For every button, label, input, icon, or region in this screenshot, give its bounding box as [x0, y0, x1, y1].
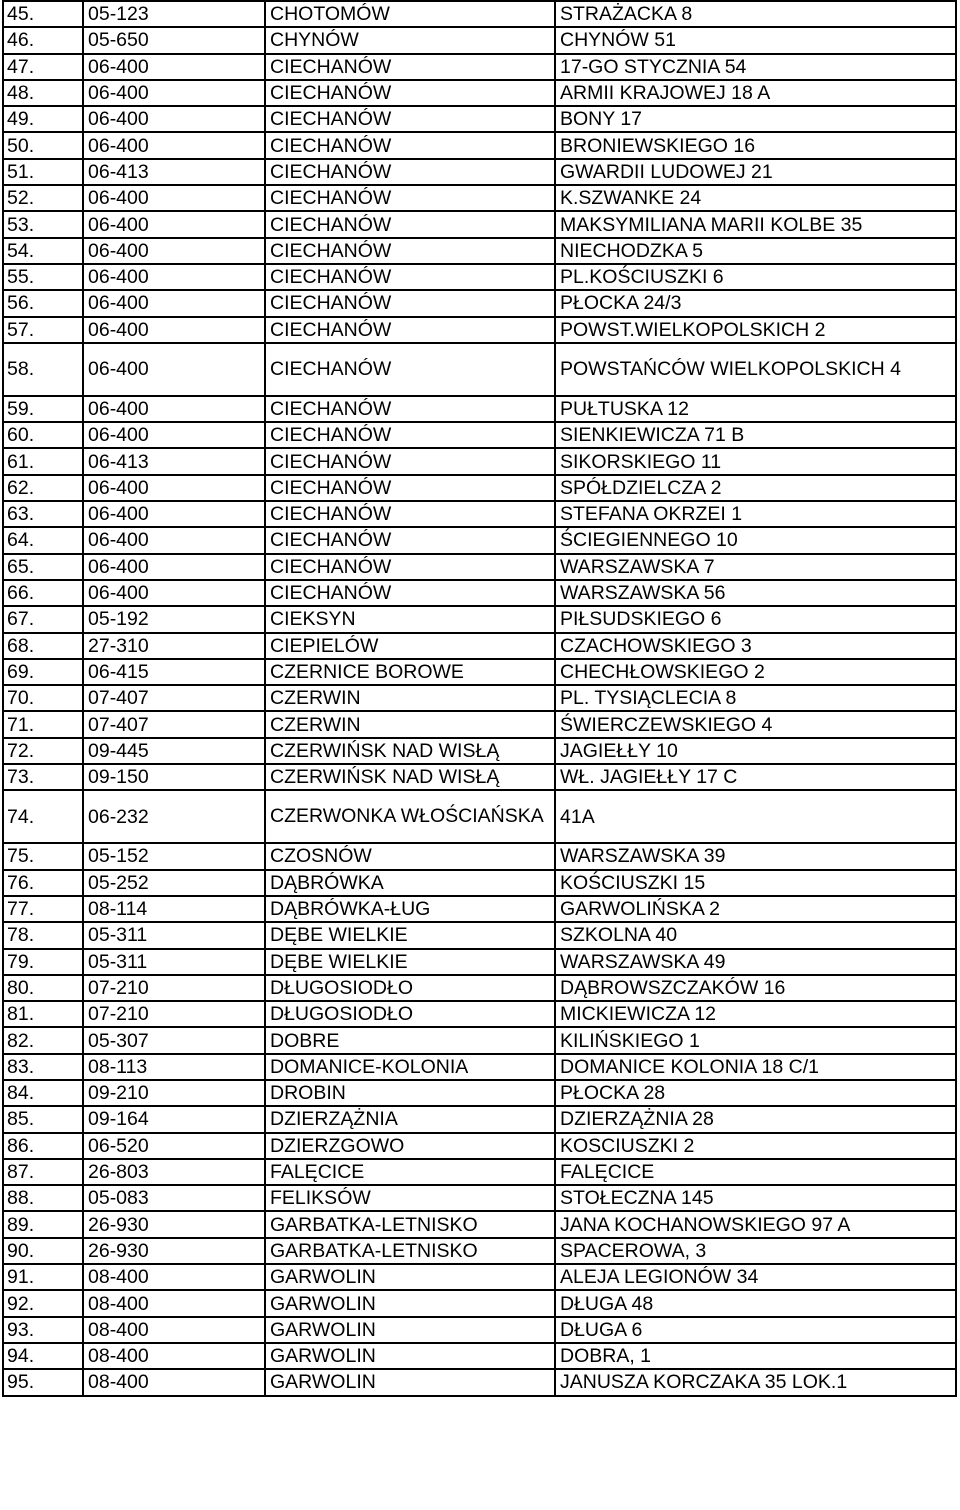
row-number-cell: 93. — [3, 1317, 83, 1343]
postal-code-cell: 06-400 — [83, 580, 265, 606]
street-address-cell: POWSTAŃCÓW WIELKOPOLSKICH 4 — [555, 343, 956, 396]
street-address-cell: KOŚCIUSZKI 15 — [555, 870, 956, 896]
table-row — [3, 1080, 956, 1106]
table-row — [3, 501, 956, 527]
city-cell: CIECHANÓW — [265, 317, 555, 343]
row-number-cell: 48. — [3, 80, 83, 106]
city-cell: DĘBE WIELKIE — [265, 922, 555, 948]
address-table-body — [3, 1, 956, 1396]
street-address-cell: 17-GO STYCZNIA 54 — [555, 54, 956, 80]
street-address-cell: PL. TYSIĄCLECIA 8 — [555, 685, 956, 711]
row-number-cell: 69. — [3, 659, 83, 685]
table-row — [3, 1343, 956, 1369]
street-address-cell: GARWOLIŃSKA 2 — [555, 896, 956, 922]
row-number-cell: 82. — [3, 1027, 83, 1053]
postal-code-cell: 05-307 — [83, 1027, 265, 1053]
row-number-cell: 94. — [3, 1343, 83, 1369]
table-row — [3, 80, 956, 106]
table-row — [3, 922, 956, 948]
street-address-cell: WARSZAWSKA 56 — [555, 580, 956, 606]
postal-code-cell: 26-803 — [83, 1159, 265, 1185]
row-number-cell: 91. — [3, 1264, 83, 1290]
table-row — [3, 738, 956, 764]
table-row — [3, 448, 956, 474]
table-row — [3, 422, 956, 448]
city-cell: GARBATKA-LETNISKO — [265, 1211, 555, 1237]
postal-code-cell: 26-930 — [83, 1238, 265, 1264]
street-address-cell: MICKIEWICZA 12 — [555, 1001, 956, 1027]
table-row — [3, 1238, 956, 1264]
row-number-cell: 58. — [3, 343, 83, 396]
street-address-cell: CHYNÓW 51 — [555, 27, 956, 53]
street-address-cell: PL.KOŚCIUSZKI 6 — [555, 264, 956, 290]
street-address-cell: DŁUGA 6 — [555, 1317, 956, 1343]
postal-code-cell: 08-400 — [83, 1264, 265, 1290]
table-row — [3, 1185, 956, 1211]
city-cell: GARWOLIN — [265, 1290, 555, 1316]
street-address-cell: MAKSYMILIANA MARII KOLBE 35 — [555, 211, 956, 237]
street-address-cell: SIKORSKIEGO 11 — [555, 448, 956, 474]
postal-code-cell: 08-113 — [83, 1054, 265, 1080]
city-cell: CIECHANÓW — [265, 448, 555, 474]
table-row — [3, 396, 956, 422]
table-row — [3, 1027, 956, 1053]
city-cell: GARWOLIN — [265, 1317, 555, 1343]
street-address-cell: WARSZAWSKA 39 — [555, 843, 956, 869]
table-row — [3, 764, 956, 790]
street-address-cell: FALĘCICE — [555, 1159, 956, 1185]
postal-code-cell: 05-123 — [83, 1, 265, 27]
street-address-cell: STRAŻACKA 8 — [555, 1, 956, 27]
postal-code-cell: 07-210 — [83, 1001, 265, 1027]
table-row — [3, 1, 956, 27]
postal-code-cell: 06-520 — [83, 1133, 265, 1159]
street-address-cell: SZKOLNA 40 — [555, 922, 956, 948]
table-row — [3, 790, 956, 843]
postal-code-cell: 05-192 — [83, 606, 265, 632]
city-cell: DĄBRÓWKA — [265, 870, 555, 896]
postal-code-cell: 06-400 — [83, 80, 265, 106]
row-number-cell: 57. — [3, 317, 83, 343]
table-row — [3, 290, 956, 316]
city-cell: GARWOLIN — [265, 1343, 555, 1369]
table-row — [3, 343, 956, 396]
street-address-cell: PŁOCKA 28 — [555, 1080, 956, 1106]
postal-code-cell: 05-083 — [83, 1185, 265, 1211]
street-address-cell: BONY 17 — [555, 106, 956, 132]
postal-code-cell: 06-400 — [83, 185, 265, 211]
city-cell: CIEKSYN — [265, 606, 555, 632]
street-address-cell: STOŁECZNA 145 — [555, 1185, 956, 1211]
table-row — [3, 27, 956, 53]
postal-code-cell: 09-150 — [83, 764, 265, 790]
row-number-cell: 87. — [3, 1159, 83, 1185]
street-address-cell: GWARDII LUDOWEJ 21 — [555, 159, 956, 185]
table-row — [3, 633, 956, 659]
table-row — [3, 1317, 956, 1343]
street-address-cell: DZIERZĄŻNIA 28 — [555, 1106, 956, 1132]
table-row — [3, 1054, 956, 1080]
street-address-cell: SPACEROWA, 3 — [555, 1238, 956, 1264]
table-row — [3, 975, 956, 1001]
city-cell: CZOSNÓW — [265, 843, 555, 869]
street-address-cell: DOMANICE KOLONIA 18 C/1 — [555, 1054, 956, 1080]
row-number-cell: 92. — [3, 1290, 83, 1316]
street-address-cell: K.SZWANKE 24 — [555, 185, 956, 211]
row-number-cell: 67. — [3, 606, 83, 632]
row-number-cell: 76. — [3, 870, 83, 896]
table-row — [3, 1369, 956, 1395]
row-number-cell: 73. — [3, 764, 83, 790]
row-number-cell: 66. — [3, 580, 83, 606]
row-number-cell: 45. — [3, 1, 83, 27]
table-row — [3, 211, 956, 237]
row-number-cell: 46. — [3, 27, 83, 53]
postal-code-cell: 09-210 — [83, 1080, 265, 1106]
table-row — [3, 1264, 956, 1290]
city-cell: CIECHANÓW — [265, 501, 555, 527]
postal-code-cell: 06-400 — [83, 238, 265, 264]
street-address-cell: SIENKIEWICZA 71 B — [555, 422, 956, 448]
row-number-cell: 80. — [3, 975, 83, 1001]
city-cell: CHOTOMÓW — [265, 1, 555, 27]
street-address-cell: KOSCIUSZKI 2 — [555, 1133, 956, 1159]
city-cell: CIECHANÓW — [265, 238, 555, 264]
table-row — [3, 475, 956, 501]
row-number-cell: 74. — [3, 790, 83, 843]
table-row — [3, 685, 956, 711]
row-number-cell: 55. — [3, 264, 83, 290]
city-cell: CIECHANÓW — [265, 343, 555, 396]
postal-code-cell: 27-310 — [83, 633, 265, 659]
street-address-cell: PIŁSUDSKIEGO 6 — [555, 606, 956, 632]
postal-code-cell: 07-407 — [83, 685, 265, 711]
street-address-cell: POWST.WIELKOPOLSKICH 2 — [555, 317, 956, 343]
postal-code-cell: 09-164 — [83, 1106, 265, 1132]
table-row — [3, 159, 956, 185]
postal-code-cell: 05-311 — [83, 949, 265, 975]
postal-code-cell: 05-311 — [83, 922, 265, 948]
city-cell: CIECHANÓW — [265, 80, 555, 106]
city-cell: DZIERZĄŻNIA — [265, 1106, 555, 1132]
city-cell: DROBIN — [265, 1080, 555, 1106]
street-address-cell: WARSZAWSKA 49 — [555, 949, 956, 975]
street-address-cell: BRONIEWSKIEGO 16 — [555, 132, 956, 158]
postal-code-cell: 26-930 — [83, 1211, 265, 1237]
row-number-cell: 56. — [3, 290, 83, 316]
row-number-cell: 68. — [3, 633, 83, 659]
table-row — [3, 870, 956, 896]
street-address-cell: STEFANA OKRZEI 1 — [555, 501, 956, 527]
row-number-cell: 64. — [3, 527, 83, 553]
postal-code-cell: 07-407 — [83, 711, 265, 737]
city-cell: DĄBRÓWKA-ŁUG — [265, 896, 555, 922]
street-address-cell: PŁOCKA 24/3 — [555, 290, 956, 316]
postal-code-cell: 06-400 — [83, 264, 265, 290]
street-address-cell: ALEJA LEGIONÓW 34 — [555, 1264, 956, 1290]
city-cell: DZIERZGOWO — [265, 1133, 555, 1159]
postal-code-cell: 05-252 — [83, 870, 265, 896]
table-row — [3, 54, 956, 80]
row-number-cell: 85. — [3, 1106, 83, 1132]
postal-code-cell: 06-400 — [83, 54, 265, 80]
row-number-cell: 63. — [3, 501, 83, 527]
city-cell: CIECHANÓW — [265, 264, 555, 290]
street-address-cell: KILIŃSKIEGO 1 — [555, 1027, 956, 1053]
row-number-cell: 77. — [3, 896, 83, 922]
row-number-cell: 86. — [3, 1133, 83, 1159]
table-row — [3, 1106, 956, 1132]
table-row — [3, 1001, 956, 1027]
city-cell: DŁUGOSIODŁO — [265, 975, 555, 1001]
street-address-cell: JAGIEŁŁY 10 — [555, 738, 956, 764]
postal-code-cell: 08-400 — [83, 1317, 265, 1343]
city-cell: DŁUGOSIODŁO — [265, 1001, 555, 1027]
table-row — [3, 580, 956, 606]
city-cell: CIECHANÓW — [265, 475, 555, 501]
city-cell: CZERWIŃSK NAD WISŁĄ — [265, 738, 555, 764]
table-row — [3, 264, 956, 290]
postal-code-cell: 08-114 — [83, 896, 265, 922]
postal-code-cell: 06-400 — [83, 106, 265, 132]
city-cell: GARBATKA-LETNISKO — [265, 1238, 555, 1264]
table-row — [3, 1133, 956, 1159]
table-row — [3, 711, 956, 737]
row-number-cell: 47. — [3, 54, 83, 80]
city-cell: CIECHANÓW — [265, 396, 555, 422]
row-number-cell: 90. — [3, 1238, 83, 1264]
row-number-cell: 79. — [3, 949, 83, 975]
city-cell: CZERWIN — [265, 711, 555, 737]
city-cell: DĘBE WIELKIE — [265, 949, 555, 975]
row-number-cell: 84. — [3, 1080, 83, 1106]
row-number-cell: 60. — [3, 422, 83, 448]
postal-code-cell: 08-400 — [83, 1369, 265, 1395]
postal-code-cell: 06-400 — [83, 396, 265, 422]
table-row — [3, 554, 956, 580]
city-cell: CZERWONKA WŁOŚCIAŃSKA — [265, 790, 555, 843]
city-cell: CIECHANÓW — [265, 554, 555, 580]
postal-code-cell: 05-650 — [83, 27, 265, 53]
row-number-cell: 81. — [3, 1001, 83, 1027]
city-cell: CZERWIN — [265, 685, 555, 711]
street-address-cell: WARSZAWSKA 7 — [555, 554, 956, 580]
row-number-cell: 71. — [3, 711, 83, 737]
city-cell: CIECHANÓW — [265, 527, 555, 553]
postal-code-cell: 06-400 — [83, 475, 265, 501]
postal-code-cell: 06-400 — [83, 422, 265, 448]
city-cell: DOMANICE-KOLONIA — [265, 1054, 555, 1080]
street-address-cell: CHECHŁOWSKIEGO 2 — [555, 659, 956, 685]
table-row — [3, 949, 956, 975]
city-cell: GARWOLIN — [265, 1369, 555, 1395]
street-address-cell: 41A — [555, 790, 956, 843]
row-number-cell: 50. — [3, 132, 83, 158]
city-cell: FALĘCICE — [265, 1159, 555, 1185]
street-address-cell: CZACHOWSKIEGO 3 — [555, 633, 956, 659]
postal-code-cell: 06-400 — [83, 317, 265, 343]
street-address-cell: ŚCIEGIENNEGO 10 — [555, 527, 956, 553]
table-row — [3, 896, 956, 922]
postal-code-cell: 08-400 — [83, 1290, 265, 1316]
city-cell: CIECHANÓW — [265, 159, 555, 185]
row-number-cell: 54. — [3, 238, 83, 264]
postal-code-cell: 07-210 — [83, 975, 265, 1001]
row-number-cell: 62. — [3, 475, 83, 501]
table-row — [3, 132, 956, 158]
row-number-cell: 75. — [3, 843, 83, 869]
city-cell: CIECHANÓW — [265, 185, 555, 211]
street-address-cell: DŁUGA 48 — [555, 1290, 956, 1316]
row-number-cell: 59. — [3, 396, 83, 422]
postal-code-cell: 06-400 — [83, 501, 265, 527]
city-cell: CIECHANÓW — [265, 106, 555, 132]
postal-code-cell: 09-445 — [83, 738, 265, 764]
street-address-cell: JANA KOCHANOWSKIEGO 97 A — [555, 1211, 956, 1237]
postal-code-cell: 06-400 — [83, 290, 265, 316]
street-address-cell: ŚWIERCZEWSKIEGO 4 — [555, 711, 956, 737]
row-number-cell: 83. — [3, 1054, 83, 1080]
table-row — [3, 1211, 956, 1237]
row-number-cell: 88. — [3, 1185, 83, 1211]
city-cell: FELIKSÓW — [265, 1185, 555, 1211]
city-cell: CIECHANÓW — [265, 54, 555, 80]
city-cell: CIECHANÓW — [265, 422, 555, 448]
row-number-cell: 51. — [3, 159, 83, 185]
table-row — [3, 606, 956, 632]
table-row — [3, 1159, 956, 1185]
street-address-cell: WŁ. JAGIEŁŁY 17 C — [555, 764, 956, 790]
street-address-cell: DĄBROWSZCZAKÓW 16 — [555, 975, 956, 1001]
postal-code-cell: 08-400 — [83, 1343, 265, 1369]
row-number-cell: 72. — [3, 738, 83, 764]
postal-code-cell: 06-232 — [83, 790, 265, 843]
street-address-cell: ARMII KRAJOWEJ 18 A — [555, 80, 956, 106]
table-row — [3, 106, 956, 132]
table-row — [3, 185, 956, 211]
city-cell: CIECHANÓW — [265, 211, 555, 237]
address-table — [2, 0, 957, 1397]
postal-code-cell: 06-400 — [83, 343, 265, 396]
postal-code-cell: 06-413 — [83, 159, 265, 185]
postal-code-cell: 06-400 — [83, 527, 265, 553]
postal-code-cell: 06-400 — [83, 554, 265, 580]
city-cell: GARWOLIN — [265, 1264, 555, 1290]
city-cell: CIECHANÓW — [265, 132, 555, 158]
street-address-cell: PUŁTUSKA 12 — [555, 396, 956, 422]
row-number-cell: 95. — [3, 1369, 83, 1395]
table-row — [3, 527, 956, 553]
table-row — [3, 238, 956, 264]
city-cell: CIECHANÓW — [265, 580, 555, 606]
table-row — [3, 659, 956, 685]
postal-code-cell: 06-415 — [83, 659, 265, 685]
table-row — [3, 1290, 956, 1316]
table-row — [3, 317, 956, 343]
city-cell: CIEPIELÓW — [265, 633, 555, 659]
row-number-cell: 49. — [3, 106, 83, 132]
row-number-cell: 89. — [3, 1211, 83, 1237]
table-row — [3, 843, 956, 869]
city-cell: CHYNÓW — [265, 27, 555, 53]
postal-code-cell: 06-413 — [83, 448, 265, 474]
city-cell: CZERNICE BOROWE — [265, 659, 555, 685]
city-cell: CIECHANÓW — [265, 290, 555, 316]
street-address-cell: DOBRA, 1 — [555, 1343, 956, 1369]
postal-code-cell: 06-400 — [83, 132, 265, 158]
street-address-cell: SPÓŁDZIELCZA 2 — [555, 475, 956, 501]
city-cell: CZERWIŃSK NAD WISŁĄ — [265, 764, 555, 790]
row-number-cell: 61. — [3, 448, 83, 474]
row-number-cell: 53. — [3, 211, 83, 237]
street-address-cell: NIECHODZKA 5 — [555, 238, 956, 264]
row-number-cell: 78. — [3, 922, 83, 948]
postal-code-cell: 06-400 — [83, 211, 265, 237]
street-address-cell: JANUSZA KORCZAKA 35 LOK.1 — [555, 1369, 956, 1395]
row-number-cell: 52. — [3, 185, 83, 211]
row-number-cell: 70. — [3, 685, 83, 711]
postal-code-cell: 05-152 — [83, 843, 265, 869]
city-cell: DOBRE — [265, 1027, 555, 1053]
row-number-cell: 65. — [3, 554, 83, 580]
